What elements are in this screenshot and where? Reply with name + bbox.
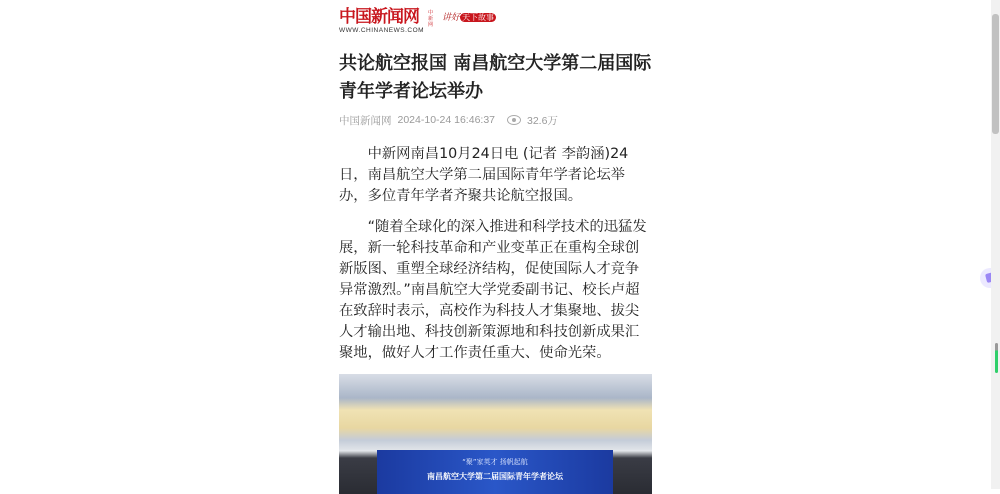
- side-indicator: [995, 343, 998, 373]
- view-count: 32.6万: [527, 114, 558, 127]
- slogan: 讲好 天下故事: [442, 13, 495, 23]
- paragraph: “随着全球化的深入推进和科学技术的迅猛发展，新一轮科技革命和产业变革正在重构全球创新版图、重塑全球经济结构，促使国际人才竞争异常激烈。”南昌航空大学党委副书记、校长卢超在致辞时表示，高校作为科技人才集聚地、拔尖人才输出地、科技创新策源地和科技创新成果汇聚地，做好人才工作责任重大、使命光荣。: [339, 219, 647, 361]
- logo-url: WWW.CHINANEWS.COM: [339, 27, 425, 34]
- logo-main: [339, 8, 424, 35]
- scrollbar-thumb[interactable]: [992, 14, 999, 134]
- article-datetime: 2024-10-24 16:46:37: [397, 114, 495, 126]
- scrollbar[interactable]: [991, 0, 1000, 489]
- article-column: [339, 0, 653, 494]
- stage-screen: “聚”家英才 扬帆起航 南昌航空大学第二届国际青年学者论坛: [377, 450, 613, 494]
- article-title: 共论航空报国 南昌航空大学第二届国际青年学者论坛举办: [339, 53, 652, 102]
- article-source[interactable]: 中国新闻网: [339, 114, 392, 127]
- paragraph: 中新网南昌10月24日电 (记者 李韵涵)24日，南昌航空大学第二届国际青年学者论坛举办，多位青年学者齐聚共论航空报国。: [339, 146, 629, 204]
- chinanews-logo[interactable]: [339, 8, 653, 42]
- logo-sub: 中新网: [428, 10, 434, 28]
- article-meta: [339, 110, 653, 130]
- logo-text: 中国新闻网: [339, 7, 419, 27]
- article-body: [339, 144, 653, 364]
- article-photo: [339, 374, 652, 494]
- eye-icon: [507, 115, 521, 125]
